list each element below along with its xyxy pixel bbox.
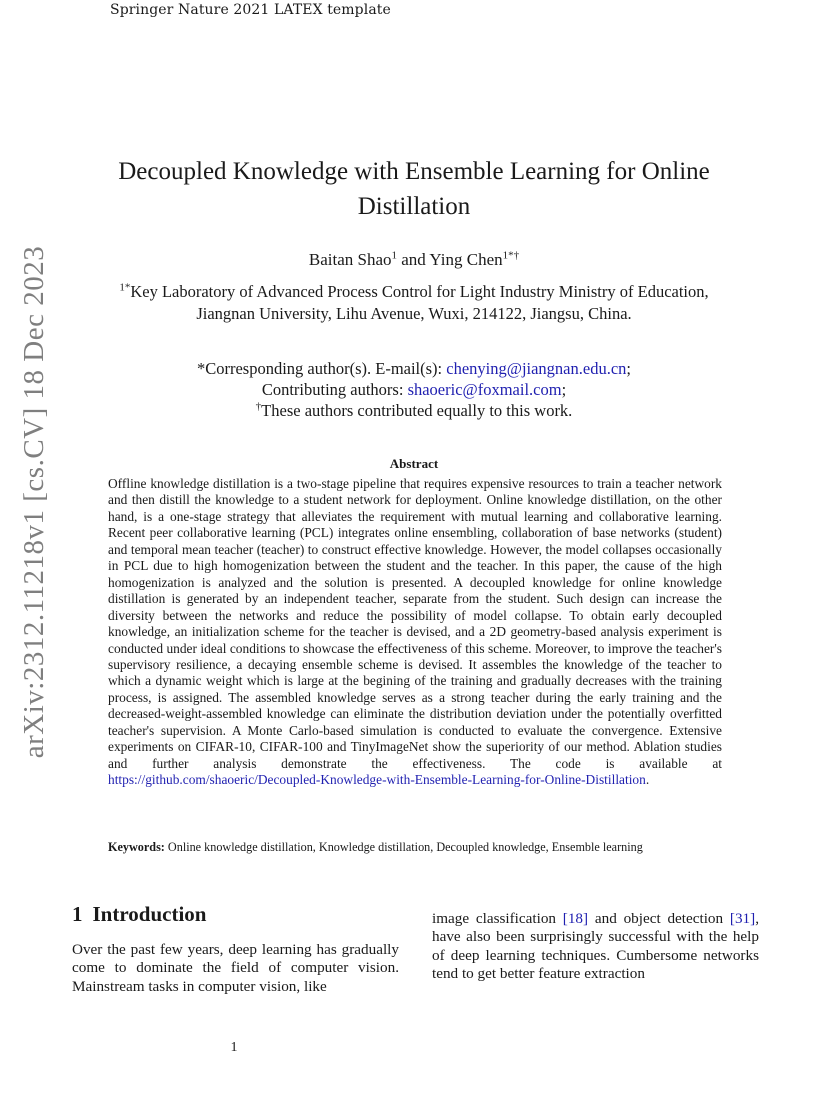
body-text-left-column: Over the past few years, deep learning has gradually come to dominate the field of computer vision. Mainstream tasks in computer vision, like — [72, 941, 399, 995]
author-name: Baitan Shao — [308, 250, 392, 269]
keywords — [108, 840, 748, 855]
punctuation: ; — [626, 359, 631, 378]
punctuation: . — [645, 772, 650, 788]
title-line-2: Distillation — [357, 193, 471, 220]
affiliation — [80, 281, 748, 325]
citation-link[interactable]: [31] — [729, 910, 756, 927]
corresponding-label: *Corresponding author(s). E-mail(s): — [196, 359, 447, 378]
code-url-link[interactable]: https://github.com/shaoeric/Decoupled-Knowledge-with-Ensemble-Learning-for-Online-Distillation — [108, 772, 646, 788]
abstract-heading: Abstract — [389, 456, 439, 471]
body-text-right-column — [432, 910, 759, 984]
affiliation-line-1: Key Laboratory of Advanced Process Control for Light Industry Ministry of Education, — [130, 282, 709, 301]
running-header: Springer Nature 2021 LATEX template — [110, 2, 391, 18]
body-text: image classification — [432, 910, 563, 927]
affiliation-mark: 1* — [119, 281, 131, 294]
dagger-mark: † — [255, 400, 262, 413]
equal-contribution-note: These authors contributed equally to this work. — [261, 401, 573, 420]
section-number: 1 — [72, 902, 83, 926]
arxiv-stamp: arXiv:2312.11218v1 [cs.CV] 18 Dec 2023 — [18, 245, 50, 759]
paper-title — [90, 154, 738, 224]
author-affiliation-mark: 1 — [391, 249, 397, 262]
corresponding-email-link[interactable]: chenying@jiangnan.edu.cn — [446, 359, 627, 378]
body-text: , have also been surprisingly successful with the help of deep learning techniques. Cumbersome networks tend to get better feature extraction — [432, 910, 759, 983]
section-heading-introduction — [72, 902, 206, 927]
author-affiliation-mark: 1*† — [502, 249, 520, 262]
author-name: Ying Chen — [429, 250, 503, 269]
page-number: 1 — [230, 1040, 238, 1055]
punctuation: ; — [561, 380, 567, 399]
citation-link[interactable]: [18] — [562, 910, 589, 927]
contributing-label: Contributing authors: — [261, 380, 408, 399]
affiliation-line-2: Jiangnan University, Lihu Avenue, Wuxi, 214122, Jiangsu, China. — [196, 304, 632, 323]
keywords-label: Keywords: — [108, 840, 165, 854]
abstract-text: Offline knowledge distillation is a two-stage pipeline that requires expensive resources to train a teacher network and then distill the knowledge to a student network for deployment. Online knowledge distillation, on the other hand, is a one-stage strategy that alleviates the requirement with mutual learning and collaborative learning. Recent peer collaborative learning (PCL) integrates online ensembling, collaboration of base networks (student) and temporal mean teacher (teacher) to construct effective knowledge. However, the model collapses occasionally in PCL due to high homogenization between the student and the teacher. In this paper, the cause of the high homogenization is analyzed and the solution is presented. A decoupled knowledge for online knowledge distillation is generated by an independent teacher, separate from the student. Such design can increase the diversity between the networks and reduce the possibility of model collapse. To obtain early decoupled knowledge, an initialization scheme for the teacher is devised, and a 2D geometry-based analysis experiment is conducted under ideal conditions to showcase the effectiveness of this scheme. Moreover, to improve the teacher's supervisory resilience, a decaying ensemble scheme is devised. It assembles the knowledge of the teacher to which a dynamic weight which is large at the begining of the training and gradually decreases with the training process, is assigned. The assembled knowledge serves as a strong teacher during the early training and the decreased-weight-assembled knowledge can eliminate the distribution deviation under the potentially overfitted teacher's supervision. A Monte Carlo-based simulation is conducted to evaluate the convergence. Extensive experiments on CIFAR-10, CIFAR-100 and TinyImageNet show the superiority of our method. Ablation studies and further analysis demonstrate the effectiveness. The code is available at — [108, 476, 722, 771]
abstract-body — [108, 476, 722, 789]
author-separator: and — [397, 250, 430, 269]
body-text: and object detection — [588, 910, 730, 927]
contributing-email-link[interactable]: shaoeric@foxmail.com — [407, 380, 562, 399]
correspondence-block — [90, 358, 738, 421]
keywords-text: Online knowledge distillation, Knowledge distillation, Decoupled knowledge, Ensemble learning — [164, 840, 643, 854]
section-title: Introduction — [92, 902, 207, 926]
title-line-1: Decoupled Knowledge with Ensemble Learning for Online — [118, 158, 710, 185]
author-list — [90, 250, 738, 270]
